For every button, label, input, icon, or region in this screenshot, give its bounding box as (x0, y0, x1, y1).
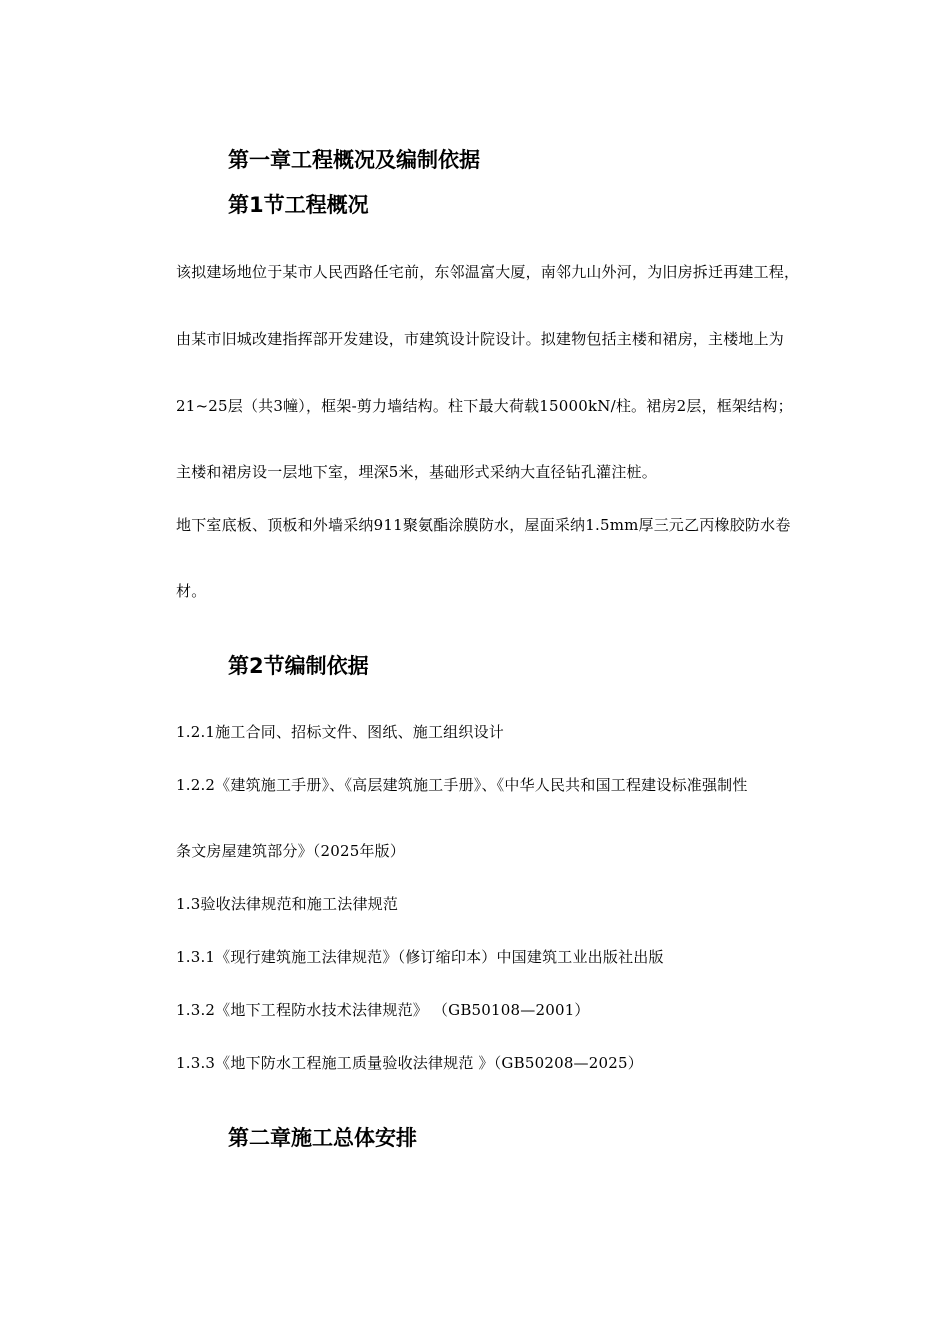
section-2-line: 1.3.1《现行建筑施工法律规范》（修订缩印本）中国建筑工业出版社出版 (176, 948, 664, 966)
section-1-line: 由某市旧城改建指挥部开发建设，市建筑设计院设计。拟建物包括主楼和裙房，主楼地上为 (176, 330, 785, 348)
section-2-line: 1.2.1施工合同、招标文件、图纸、施工组织设计 (176, 723, 504, 741)
section-1-line: 主楼和裙房设一层地下室，埋深5米，基础形式采纳大直径钻孔灌注桩。 (176, 463, 657, 481)
section-1-line: 地下室底板、顶板和外墙采纳911聚氨酯涂膜防水，屋面采纳1.5mm厚三元乙丙橡胶防水卷 (176, 516, 791, 534)
section-2-line: 1.3验收法律规范和施工法律规范 (176, 895, 399, 913)
section-2-line: 1.3.2《地下工程防水技术法律规范》 （GB50108—2001） (176, 1001, 590, 1019)
section-1-line: 该拟建场地位于某市人民西路任宅前，东邻温富大厦，南邻九山外河，为旧房拆迁再建工程， (176, 263, 800, 281)
section-1-line: 材。 (176, 582, 207, 600)
section-1-title: 第1节工程概况 (228, 193, 369, 217)
section-2-line: 1.3.3《地下防水工程施工质量验收法律规范 》（GB50208—2025） (176, 1054, 643, 1072)
section-2-line: 条文房屋建筑部分》（2025年版） (176, 842, 406, 860)
chapter-1-title: 第一章工程概况及编制依据 (228, 148, 480, 172)
chapter-2-title: 第二章施工总体安排 (228, 1126, 417, 1150)
section-2-line: 1.2.2《建筑施工手册》、《高层建筑施工手册》、《中华人民共和国工程建设标准强制性 (176, 776, 748, 794)
section-2-title: 第2节编制依据 (228, 654, 369, 678)
section-1-line: 21~25层（共3幢），框架-剪力墙结构。柱下最大荷载15000kN/柱。裙房2层，框架结构； (176, 397, 793, 415)
